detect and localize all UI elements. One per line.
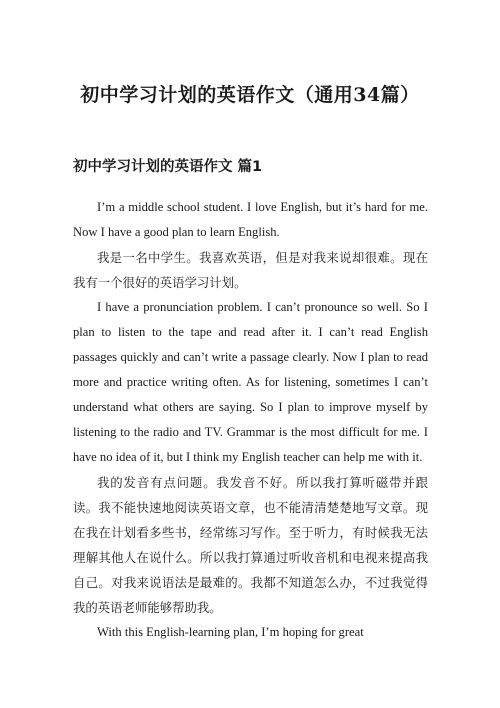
article-body bbox=[73, 195, 428, 645]
paragraph-english-problems: I have a pronunciation problem. I can’t pronounce so well. So I plan to listen to the tape and read after it. I can’t read English passages quickly and can’t write a passage clearly. Now I plan to read more and practice writing often. As for listening, sometimes I can’t understand what others are saying. So I plan to improve myself by listening to the radio and TV. Grammar is the most difficult for me. I have no idea of it, but I think my English teacher can help me with it. bbox=[73, 300, 428, 464]
section-heading: 初中学习计划的英语作文 篇1 bbox=[73, 159, 263, 175]
paragraph-chinese-problems: 我的发音有点问题。我发音不好。所以我打算听磁带并跟读。我不能快速地阅读英语文章，也不能清清楚楚地写文章。现在我在计划看多些书，经常练习写作。至于听力，有时候我无法理解其他人在说什么。所以我打算通过听收音机和电视来提高我自己。对我来说语法是最难的。我都不知道怎么办，不过我觉得我的英语老师能够帮助我。 bbox=[73, 475, 428, 615]
paragraph-english-conclusion: With this English-learning plan, I’m hoping for great bbox=[97, 625, 364, 639]
paragraph-english-intro: I’m a middle school student. I love English, but it’s hard for me. Now I have a good plan to learn English. bbox=[73, 200, 428, 239]
paragraph-chinese-intro: 我是一名中学生。我喜欢英语，但是对我来说却很难。现在我有一个很好的英语学习计划。 bbox=[73, 250, 428, 290]
document-title: 初中学习计划的英语作文（通用34篇） bbox=[80, 84, 420, 106]
